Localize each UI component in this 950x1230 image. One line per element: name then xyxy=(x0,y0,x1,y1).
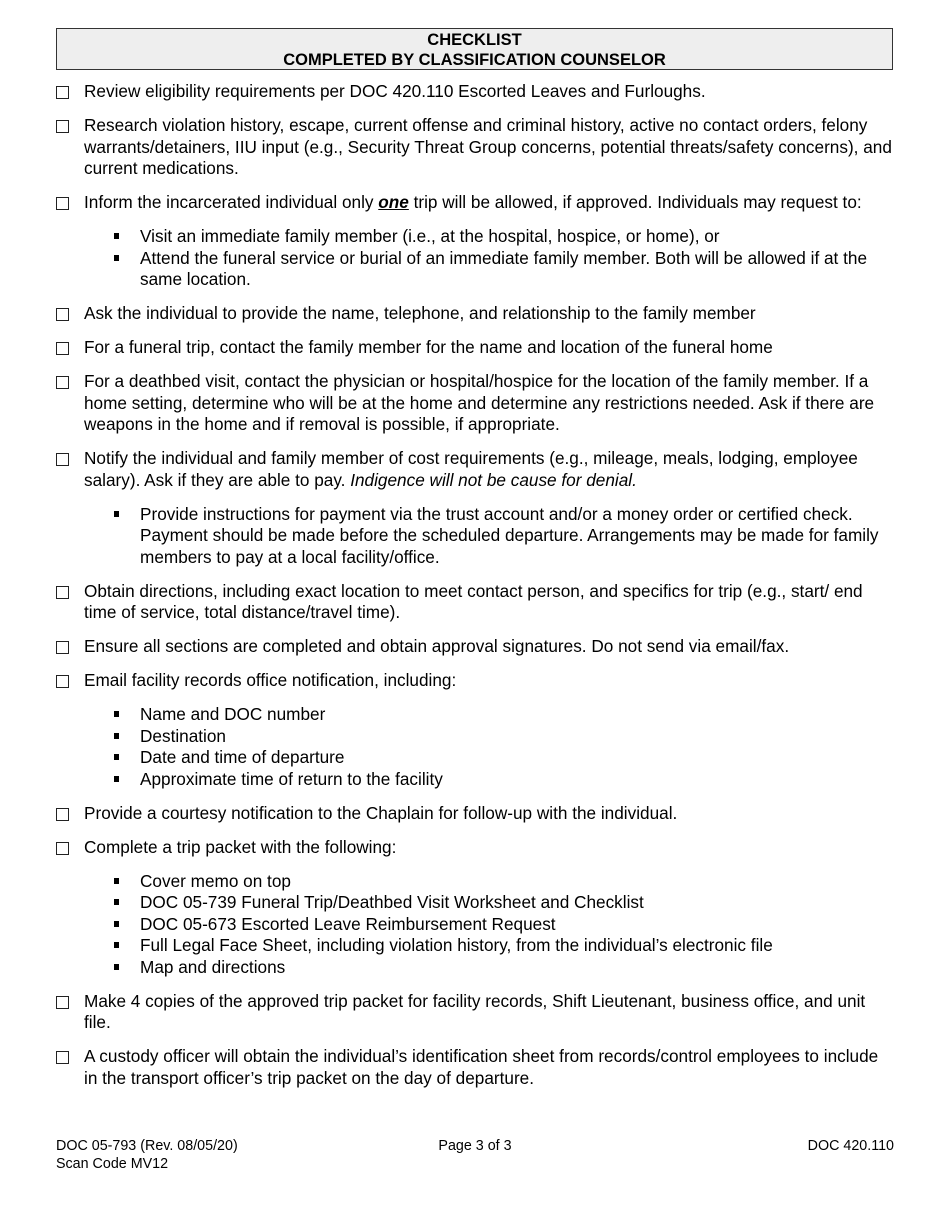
item-text: For a funeral trip, contact the family member for the name and location of the funeral home xyxy=(84,337,773,357)
item-text: Review eligibility requirements per DOC 420.110 Escorted Leaves and Furloughs. xyxy=(84,81,706,101)
square-bullet-icon xyxy=(114,233,119,239)
checklist-item xyxy=(56,371,896,436)
bullet-text: Visit an immediate family member (i.e., at the hospital, hospice, or home), or xyxy=(140,226,720,246)
checkbox[interactable] xyxy=(56,641,69,654)
bullet-item xyxy=(114,892,896,914)
bullet-list xyxy=(56,504,896,569)
bullet-item xyxy=(114,871,896,893)
bullet-item xyxy=(114,704,896,726)
bullet-item xyxy=(114,226,896,248)
bullet-text: Full Legal Face Sheet, including violation history, from the individual’s electronic file xyxy=(140,935,773,955)
checkbox[interactable] xyxy=(56,342,69,355)
square-bullet-icon xyxy=(114,733,119,739)
indigence-note: Indigence will not be cause for denial. xyxy=(350,469,637,490)
square-bullet-icon xyxy=(114,511,119,517)
checklist-item xyxy=(56,337,896,359)
checklist-item xyxy=(56,303,896,325)
item-text: Complete a trip packet with the following: xyxy=(84,836,397,857)
checklist-item xyxy=(56,1046,896,1089)
square-bullet-icon xyxy=(114,754,119,760)
square-bullet-icon xyxy=(114,255,119,261)
bullet-item xyxy=(114,504,896,569)
item-text: Research violation history, escape, current offense and criminal history, active no contact orders, felony warrants/detainers, IIU input (e.g., Security Threat Group concerns, potential threats/safety concerns), and current medications. xyxy=(84,115,892,178)
checklist-item xyxy=(56,803,896,825)
bullet-item xyxy=(114,769,896,791)
checkbox[interactable] xyxy=(56,842,69,855)
bullet-text: Date and time of departure xyxy=(140,747,345,767)
item-text: A custody officer will obtain the individual’s identification sheet from records/control employees to include in the transport officer’s trip packet on the day of departure. xyxy=(84,1046,879,1088)
page-number: Page 3 of 3 xyxy=(438,1138,512,1154)
checklist-content xyxy=(56,81,896,1102)
item-text xyxy=(84,448,896,491)
bullet-text: Attend the funeral service or burial of an immediate family member. Both will be allowed if at the same location. xyxy=(140,247,868,289)
checklist-title-box xyxy=(56,28,893,70)
checklist-item xyxy=(56,636,896,658)
item-text: Ask the individual to provide the name, telephone, and relationship to the family member xyxy=(84,303,756,323)
checkbox[interactable] xyxy=(56,308,69,321)
item-text-part: Notify the individual and family member of cost requirements (e.g., mileage, meals, lodging, employee salary). Ask if they are able to pay. xyxy=(84,448,858,490)
bullet-text: Map and directions xyxy=(140,956,286,977)
square-bullet-icon xyxy=(114,899,119,905)
checklist-item xyxy=(56,81,896,103)
item-text: Ensure all sections are completed and obtain approval signatures. Do not send via email/fax. xyxy=(84,636,790,656)
square-bullet-icon xyxy=(114,964,119,970)
item-text: Obtain directions, including exact location to meet contact person, and specifics for trip (e.g., start/ end time of service, total distance/travel time). xyxy=(84,580,863,622)
emphasis-one: one xyxy=(378,192,409,212)
checklist-item xyxy=(56,448,896,491)
checkbox[interactable] xyxy=(56,376,69,389)
item-text: Email facility records office notification, including: xyxy=(84,670,457,690)
bullet-item xyxy=(114,935,896,957)
checkbox[interactable] xyxy=(56,996,69,1009)
bullet-text: DOC 05-739 Funeral Trip/Deathbed Visit Worksheet and Checklist xyxy=(140,892,644,912)
checkbox[interactable] xyxy=(56,120,69,133)
item-text xyxy=(84,192,896,214)
square-bullet-icon xyxy=(114,878,119,884)
checklist-item xyxy=(56,115,896,180)
square-bullet-icon xyxy=(114,942,119,948)
form-number: DOC 05-793 (Rev. 08/05/20) xyxy=(56,1138,238,1154)
bullet-list xyxy=(56,226,896,291)
bullet-list xyxy=(56,704,896,790)
checkbox[interactable] xyxy=(56,1051,69,1064)
bullet-text: Name and DOC number xyxy=(140,704,326,724)
square-bullet-icon xyxy=(114,776,119,782)
square-bullet-icon xyxy=(114,921,119,927)
bullet-text: DOC 05-673 Escorted Leave Reimbursement Request xyxy=(140,913,556,934)
checklist-item xyxy=(56,192,896,214)
bullet-text: Destination xyxy=(140,725,226,746)
bullet-item xyxy=(114,747,896,769)
item-text-part: trip will be allowed, if approved. Individuals may request to: xyxy=(408,192,862,212)
checklist-item xyxy=(56,991,896,1034)
item-text: For a deathbed visit, contact the physician or hospital/hospice for the location of the family member. If a home setting, determine who will be at the home and determine any restrictions needed. Ask if there are weapons in the home and if removal is possible, if appropriate. xyxy=(84,371,875,434)
policy-number: DOC 420.110 xyxy=(807,1138,894,1154)
bullet-item xyxy=(114,957,896,979)
checkbox[interactable] xyxy=(56,808,69,821)
checkbox[interactable] xyxy=(56,86,69,99)
bullet-text: Provide instructions for payment via the trust account and/or a money order or certified check. Payment should be made before the scheduled departure. Arrangements may be made for family members to pay at a local facility/office. xyxy=(140,503,879,567)
bullet-text: Approximate time of return to the facility xyxy=(140,768,443,789)
checklist-item xyxy=(56,670,896,692)
checklist-item xyxy=(56,581,896,624)
title-line-2: COMPLETED BY CLASSIFICATION COUNSELOR xyxy=(283,51,666,69)
checkbox[interactable] xyxy=(56,675,69,688)
square-bullet-icon xyxy=(114,711,119,717)
item-text: Make 4 copies of the approved trip packet for facility records, Shift Lieutenant, business office, and unit file. xyxy=(84,990,866,1032)
bullet-text: Cover memo on top xyxy=(140,870,291,891)
checkbox[interactable] xyxy=(56,586,69,599)
bullet-item xyxy=(114,248,896,291)
checklist-item xyxy=(56,837,896,859)
bullet-item xyxy=(114,914,896,936)
bullet-list xyxy=(56,871,896,979)
title-line-1: CHECKLIST xyxy=(427,31,522,49)
scan-code: Scan Code MV12 xyxy=(56,1156,169,1172)
item-text-part: Inform the incarcerated individual only xyxy=(84,192,379,212)
item-text: Provide a courtesy notification to the Chaplain for follow-up with the individual. xyxy=(84,802,678,823)
bullet-item xyxy=(114,726,896,748)
checkbox[interactable] xyxy=(56,197,69,210)
checkbox[interactable] xyxy=(56,453,69,466)
